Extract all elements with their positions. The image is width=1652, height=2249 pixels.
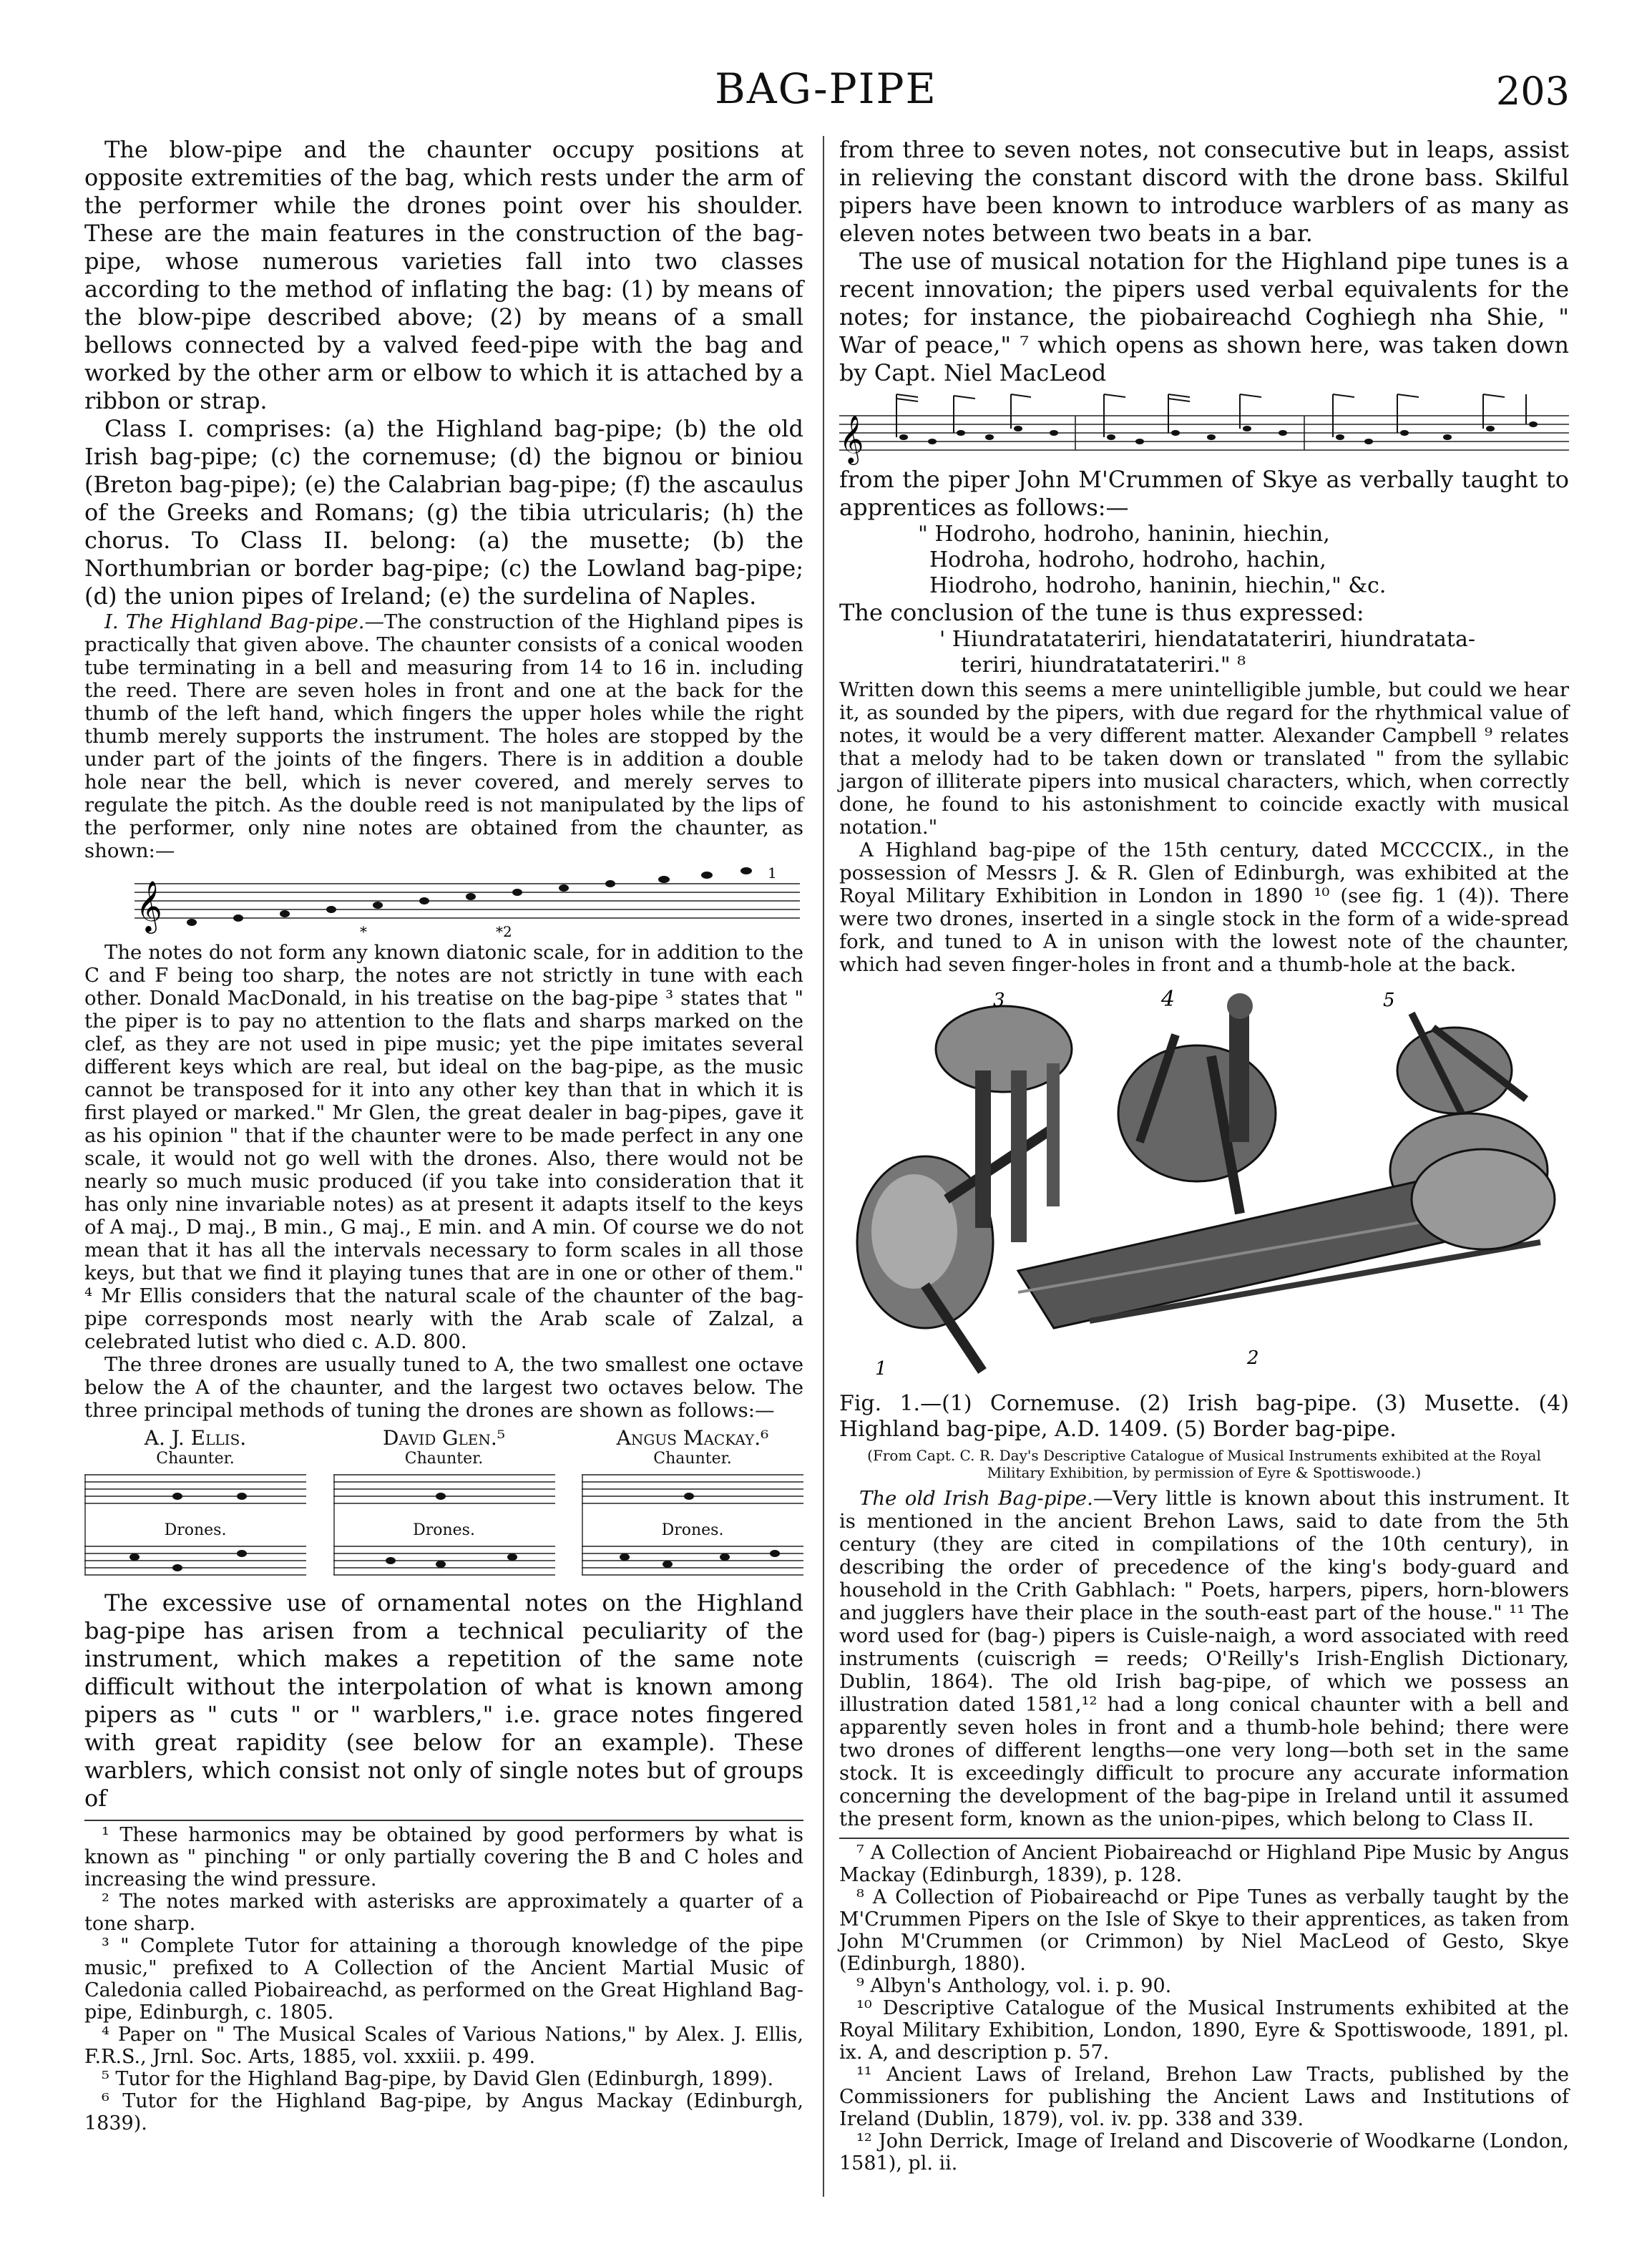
tuning-name: A. J. Ellis. bbox=[144, 1426, 247, 1450]
chaunter-scale-music bbox=[84, 862, 803, 941]
footnote: ² The notes marked with asterisks are approximately a quarter of a tone sharp. bbox=[84, 1891, 803, 1935]
bagpipes-illustration bbox=[839, 985, 1569, 1385]
figure-label-5: 5 bbox=[1383, 990, 1395, 1011]
footnote: ⁴ Paper on " The Musical Scales of Various Nations," by Alex. J. Ellis, F.R.S., Jrnl. Soc. Arts, 1885, vol. xxxiii. p. 499. bbox=[84, 2024, 803, 2068]
chaunter-label: Chaunter. bbox=[404, 1450, 484, 1468]
figure-caption: Fig. 1.—(1) Cornemuse. (2) Irish bag-pipe. (3) Musette. (4) Highland bag-pipe, A.D. 1409. (5) Border bag-pipe. bbox=[839, 1391, 1569, 1442]
chant-line: ' Hiundratatateriri, hiendatatateriri, hiundratata- bbox=[939, 627, 1475, 652]
paragraph-text: —The construction of the Highland pipes is practically that given above. The chaunter consists of a conical wooden tube terminating in a bell and measuring from 14 to 16 in. including the reed. There are seven holes in front and one at the back for the thumb of the left hand, which fingers the upper holes while the right thumb merely supports the instrument. The holes are stopped by the under part of the joints of the fingers. There is in addition a double hole near the bell, which is never covered, and merely serves to regulate the pitch. As the double reed is not manipulated by the lips of the performer, only nine notes are obtained from the chaunter, as shown:— bbox=[84, 610, 803, 862]
footnote: ⁵ Tutor for the Highland Bag-pipe, by David Glen (Edinburgh, 1899). bbox=[102, 2068, 774, 2090]
paragraph: from three to seven notes, not consecutive but in leaps, assist in relieving the constant discord with the drone bass. Skilful pipers have been known to introduce warblers of as many as eleven notes between two beats in a bar. bbox=[839, 136, 1569, 247]
verbal-chant-2 bbox=[839, 627, 1569, 678]
chant-line: teriri, hiundratatateriri." ⁸ bbox=[961, 653, 1246, 678]
verbal-chant-1 bbox=[839, 522, 1569, 599]
paragraph-text: —Very little is known about this instrument. It is mentioned in the ancient Brehon Laws, said to date from the 5th century (they are cited in compilations of the 10th century), in describing the order of precedence of the king's body-guard and household in the Crith Gabhlach: " Poets, harpers, pipers, horn-blowers and jugglers have their place in the south-east part of the house." ¹¹ The word used for (bag-) pipers is Cuisle-naigh, a word associated with reed instruments (cuiscrigh = reeds; O'Reilly's Irish-English Dictionary, Dublin, 1864). The old Irish bag-pipe, of which we possess an illustration dated 1581,¹² had a long conical chaunter with a bell and apparently seven holes in front and a thumb-hole behind; there were two drones of different lengths—one very long—both set in the same stock. It is exceedingly difficult to procure any accurate information concerning the development of the bag-pipe in Ireland until it assumed the present form, known as the union-pipes, which belong to Class II. bbox=[839, 1487, 1569, 1830]
paragraph-irish bbox=[839, 1487, 1569, 1830]
scale-asterisk: * bbox=[360, 923, 367, 940]
footnote: ¹² John Derrick, Image of Ireland and Discoverie of Woodkarne (London, 1581), pl. ii. bbox=[839, 2130, 1569, 2175]
right-column bbox=[839, 136, 1569, 2175]
chant-line: Hodroha, hodroho, hodroho, hachin, bbox=[929, 547, 1326, 572]
footnote-rule bbox=[84, 1820, 803, 1821]
footnote: ⁷ A Collection of Ancient Piobaireachd or Highland Pipe Music by Angus Mackay (Edinburgh, 1839), p. 128. bbox=[839, 1842, 1569, 1886]
war-of-peace-music bbox=[839, 387, 1569, 466]
tuning-ellis bbox=[84, 1426, 306, 1589]
chant-line: Hiodroho, hodroho, haninin, hiechin," &c. bbox=[929, 573, 1387, 598]
footnote: ⁶ Tutor for the Highland Bag-pipe, by Angus Mackay (Edinburgh, 1839). bbox=[84, 2090, 803, 2135]
page-header bbox=[0, 64, 1652, 122]
tuning-mackay bbox=[582, 1426, 803, 1589]
paragraph: Class I. comprises: (a) the Highland bag-pipe; (b) the old Irish bag-pipe; (c) the cornemuse; (d) the bignou or biniou (Breton bag-pipe); (e) the Calabrian bag-pipe; (f) the ascaulus of the Greeks and Romans; (g) the tibia utricularis; (h) the chorus. To Class II. belong: (a) the musette; (b) the Northumbrian or border bag-pipe; (c) the Lowland bag-pipe; (d) the union pipes of Ireland; (e) the surdelina of Naples. bbox=[84, 415, 803, 610]
page-title: BAG-PIPE bbox=[715, 64, 937, 113]
svg-text:𝄞: 𝄞 bbox=[136, 879, 162, 932]
column-divider bbox=[823, 136, 824, 2197]
footnote: ⁹ Albyn's Anthology, vol. i. p. 90. bbox=[856, 1975, 1172, 1997]
footnote: ⁸ A Collection of Piobaireachd or Pipe Tunes as verbally taught by the M'Crummen Pipers on the Isle of Skye to their apprentices, as taken from John M'Crummen (or Crimmon) by Niel MacLeod of Gesto, Skye (Edinburgh, 1880). bbox=[839, 1886, 1569, 1975]
section-heading: The old Irish Bag-pipe. bbox=[859, 1487, 1093, 1510]
page-number: 203 bbox=[1495, 69, 1570, 114]
footnote: ¹ These harmonics may be obtained by good performers by what is known as " pinching " or only partially covering the B and C holes and increasing the wind pressure. bbox=[84, 1824, 803, 1891]
paragraph: A Highland bag-pipe of the 15th century, dated MCCCCIX., in the possession of Messrs J. & R. Glen of Edinburgh, was exhibited at the Royal Military Exhibition in London in 1890 ¹⁰ (see fig. 1 (4)). There were two drones, inserted in a single stock in the form of a wide-spread fork, and tuned to A in unison with the lowest note of the chaunter, which had seven finger-holes in front and a thumb-hole at the back. bbox=[839, 839, 1569, 976]
drones-label: Drones. bbox=[413, 1521, 475, 1539]
footnote: ³ " Complete Tutor for attaining a thorough knowledge of the pipe music," prefixed to A Collection of the Ancient Martial Music of Caledonia called Piobaireachd, as performed on the Great Highland Bag-pipe, Edinburgh, c. 1805. bbox=[84, 1935, 803, 2024]
scale-mark-1: 1 bbox=[768, 864, 777, 882]
paragraph: The three drones are usually tuned to A, the two smallest one octave below the A of the chaunter, and the largest two octaves below. The three principal methods of tuning the drones are shown as follows:— bbox=[84, 1353, 803, 1422]
paragraph: The use of musical notation for the Highland pipe tunes is a recent innovation; the pipers used verbal equivalents for the notes; for instance, the piobaireachd Coghiegh nha Shie, " War of peace," ⁷ which opens as shown here, was taken down by Capt. Niel MacLeod bbox=[839, 248, 1569, 386]
drone-tuning-examples bbox=[84, 1426, 803, 1589]
drones-label: Drones. bbox=[661, 1521, 724, 1539]
footnote-rule bbox=[839, 1838, 1569, 1839]
figure-label-1: 1 bbox=[875, 1358, 887, 1380]
scale-asterisk-2: *2 bbox=[496, 923, 512, 940]
paragraph: The blow-pipe and the chaunter occupy positions at opposite extremities of the bag, which rests under the arm of the performer while the drones point over his shoulder. These are the main features in the construction of the bag-pipe, whose numerous varieties fall into two classes according to the method of inflating the bag: (1) by means of the blow-pipe described above; (2) by means of a small bellows connected by a valved feed-pipe with the bag and worked by the other arm or elbow to which it is attached by a ribbon or strap. bbox=[84, 136, 803, 414]
paragraph: The notes do not form any known diatonic scale, for in addition to the C and F being too sharp, the notes are not strictly in tune with each other. Donald MacDonald, in his treatise on the bag-pipe ³ states that " the piper is to pay no attention to the flats and sharps marked on the clef, as they are not used in pipe music; yet the pipe imitates several different keys which are real, but ideal on the bag-pipe, as the music cannot be transposed for it into any other key than that in which it is first played or marked." Mr Glen, the great dealer in bag-pipes, gave it as his opinion " that if the chaunter were to be made perfect in any one scale, it would not go well with the drones. Also, there would not be nearly so much music produced (if you take into consideration that it has only nine invariable notes) as at present it adapts itself to the keys of A maj., D maj., B min., G maj., E min. and A min. Of course we do not mean that it has all the intervals necessary to form scales in all those keys, but that we find it playing tunes that are in one or other of them." ⁴ Mr Ellis considers that the natural scale of the chaunter of the bag-pipe corresponds most nearly with the Arab scale of Zalzal, a celebrated lutist who died c. A.D. 800. bbox=[84, 941, 803, 1353]
paragraph: Written down this seems a mere unintelligible jumble, but could we hear it, as sounded by the pipers, with due regard for the rhythmical value of notes, it would be a very different matter. Alexander Campbell ⁹ relates that a melody had to be taken down or translated " from the syllabic jargon of illiterate pipers into musical characters, which, when correctly done, he found to his astonishment to coincide exactly with musical notation." bbox=[839, 678, 1569, 839]
figure-label-4: 4 bbox=[1161, 987, 1176, 1012]
tuning-name: David Glen.⁵ bbox=[382, 1426, 506, 1450]
tuning-name: Angus Mackay.⁶ bbox=[616, 1426, 769, 1450]
paragraph: The excessive use of ornamental notes on the Highland bag-pipe has arisen from a technical peculiarity of the instrument, which makes a repetition of the same note difficult without the interpolation of what is known among pipers as " cuts " or " warblers," i.e. grace notes fingered with great rapidity (see below for an example). These warblers, which consist not only of single notes but of groups of bbox=[84, 1589, 803, 1812]
chaunter-label: Chaunter. bbox=[156, 1450, 235, 1468]
section-heading: I. The Highland Bag-pipe. bbox=[104, 610, 365, 633]
figure-credit: (From Capt. C. R. Day's Descriptive Catalogue of Musical Instruments exhibited at the Royal Military Exhibition, by permission of Eyre & Spottiswoode.) bbox=[867, 1447, 1541, 1481]
figure-label-2: 2 bbox=[1247, 1347, 1259, 1369]
figure-label-3: 3 bbox=[993, 990, 1005, 1011]
svg-text:𝄞: 𝄞 bbox=[839, 414, 864, 463]
footnote: ¹¹ Ancient Laws of Ireland, Brehon Law Tracts, published by the Commissioners for publishing the Ancient Laws and Institutions of Ireland (Dublin, 1879), vol. iv. pp. 338 and 339. bbox=[839, 2064, 1569, 2130]
chaunter-label: Chaunter. bbox=[653, 1450, 732, 1468]
tuning-glen bbox=[333, 1426, 555, 1589]
drones-label: Drones. bbox=[164, 1521, 227, 1539]
footnote: ¹⁰ Descriptive Catalogue of the Musical Instruments exhibited at the Royal Military Exhibition, London, 1890, Eyre & Spottiswoode, 1891, pl. ix. A, and description p. 57. bbox=[839, 1997, 1569, 2064]
paragraph: from the piper John M'Crummen of Skye as verbally taught to apprentices as follows:— bbox=[839, 466, 1569, 521]
left-column bbox=[84, 136, 803, 2135]
paragraph-highland bbox=[84, 610, 803, 862]
paragraph: The conclusion of the tune is thus expressed: bbox=[839, 599, 1364, 626]
chant-line: " Hodroho, hodroho, haninin, hiechin, bbox=[918, 522, 1330, 547]
